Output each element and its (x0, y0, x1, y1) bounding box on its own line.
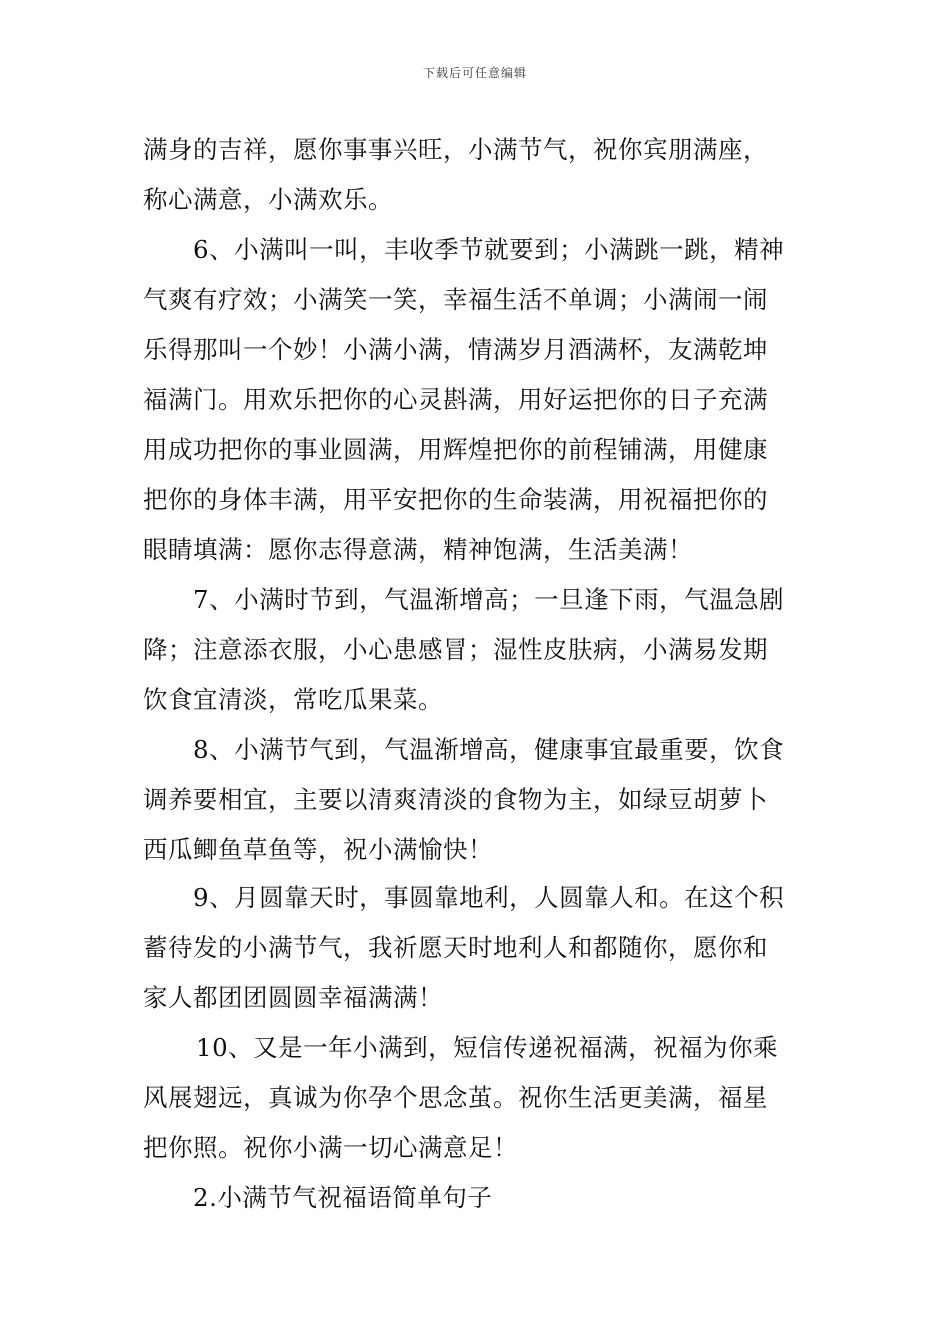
text-line: 福满门。用欢乐把你的心灵斟满，用好运把你的日子充满 (143, 385, 768, 414)
text-line: 把你的身体丰满，用平安把你的生命装满，用祝福把你的 (143, 485, 768, 514)
text-line: 把你照。祝你小满一切心满意足！ (143, 1133, 518, 1162)
text-line: 气爽有疗效；小满笑一笑，幸福生活不单调；小满闹一闹 (143, 285, 768, 314)
text-line: 眼睛填满：愿你志得意满，精神饱满，生活美满！ (143, 535, 693, 564)
text-line: 家人都团团圆圆幸福满满！ (143, 983, 443, 1012)
section-heading: 2.小满节气祝福语简单句子 (193, 1183, 493, 1212)
text-line: 蓄待发的小满节气，我祈愿天时地利人和都随你，愿你和 (143, 933, 768, 962)
text-line: 饮食宜清淡，常吃瓜果菜。 (143, 685, 443, 714)
text-line: 调养要相宜，主要以清爽清淡的食物为主，如绿豆胡萝卜 (143, 785, 768, 814)
text-line: 称心满意，小满欢乐。 (143, 185, 393, 214)
paragraph-item-9: 9、月圆靠天时，事圆靠地利，人圆靠人和。在这个积 (193, 883, 785, 912)
text-line: 风展翅远，真诚为你孕个思念茧。祝你生活更美满，福星 (143, 1083, 768, 1112)
text-line: 用成功把你的事业圆满，用辉煌把你的前程铺满，用健康 (143, 435, 768, 464)
text-line: 满身的吉祥，愿你事事兴旺，小满节气，祝你宾朋满座， (143, 135, 768, 164)
page-header: 下载后可任意编辑 (422, 66, 527, 80)
text-line: 乐得那叫一个妙！小满小满，情满岁月酒满杯，友满乾坤 (143, 335, 768, 364)
paragraph-item-7: 7、小满时节到，气温渐增高；一旦逢下雨，气温急剧 (193, 585, 785, 614)
text-line: 降；注意添衣服，小心患感冒；湿性皮肤病，小满易发期 (143, 635, 768, 664)
paragraph-item-10: 10、又是一年小满到，短信传递祝福满，祝福为你乘 (196, 1033, 779, 1062)
paragraph-item-6: 6、小满叫一叫，丰收季节就要到；小满跳一跳，精神 (193, 235, 785, 264)
text-line: 西瓜鲫鱼草鱼等，祝小满愉快！ (143, 835, 493, 864)
paragraph-item-8: 8、小满节气到，气温渐增高，健康事宜最重要，饮食 (193, 735, 785, 764)
